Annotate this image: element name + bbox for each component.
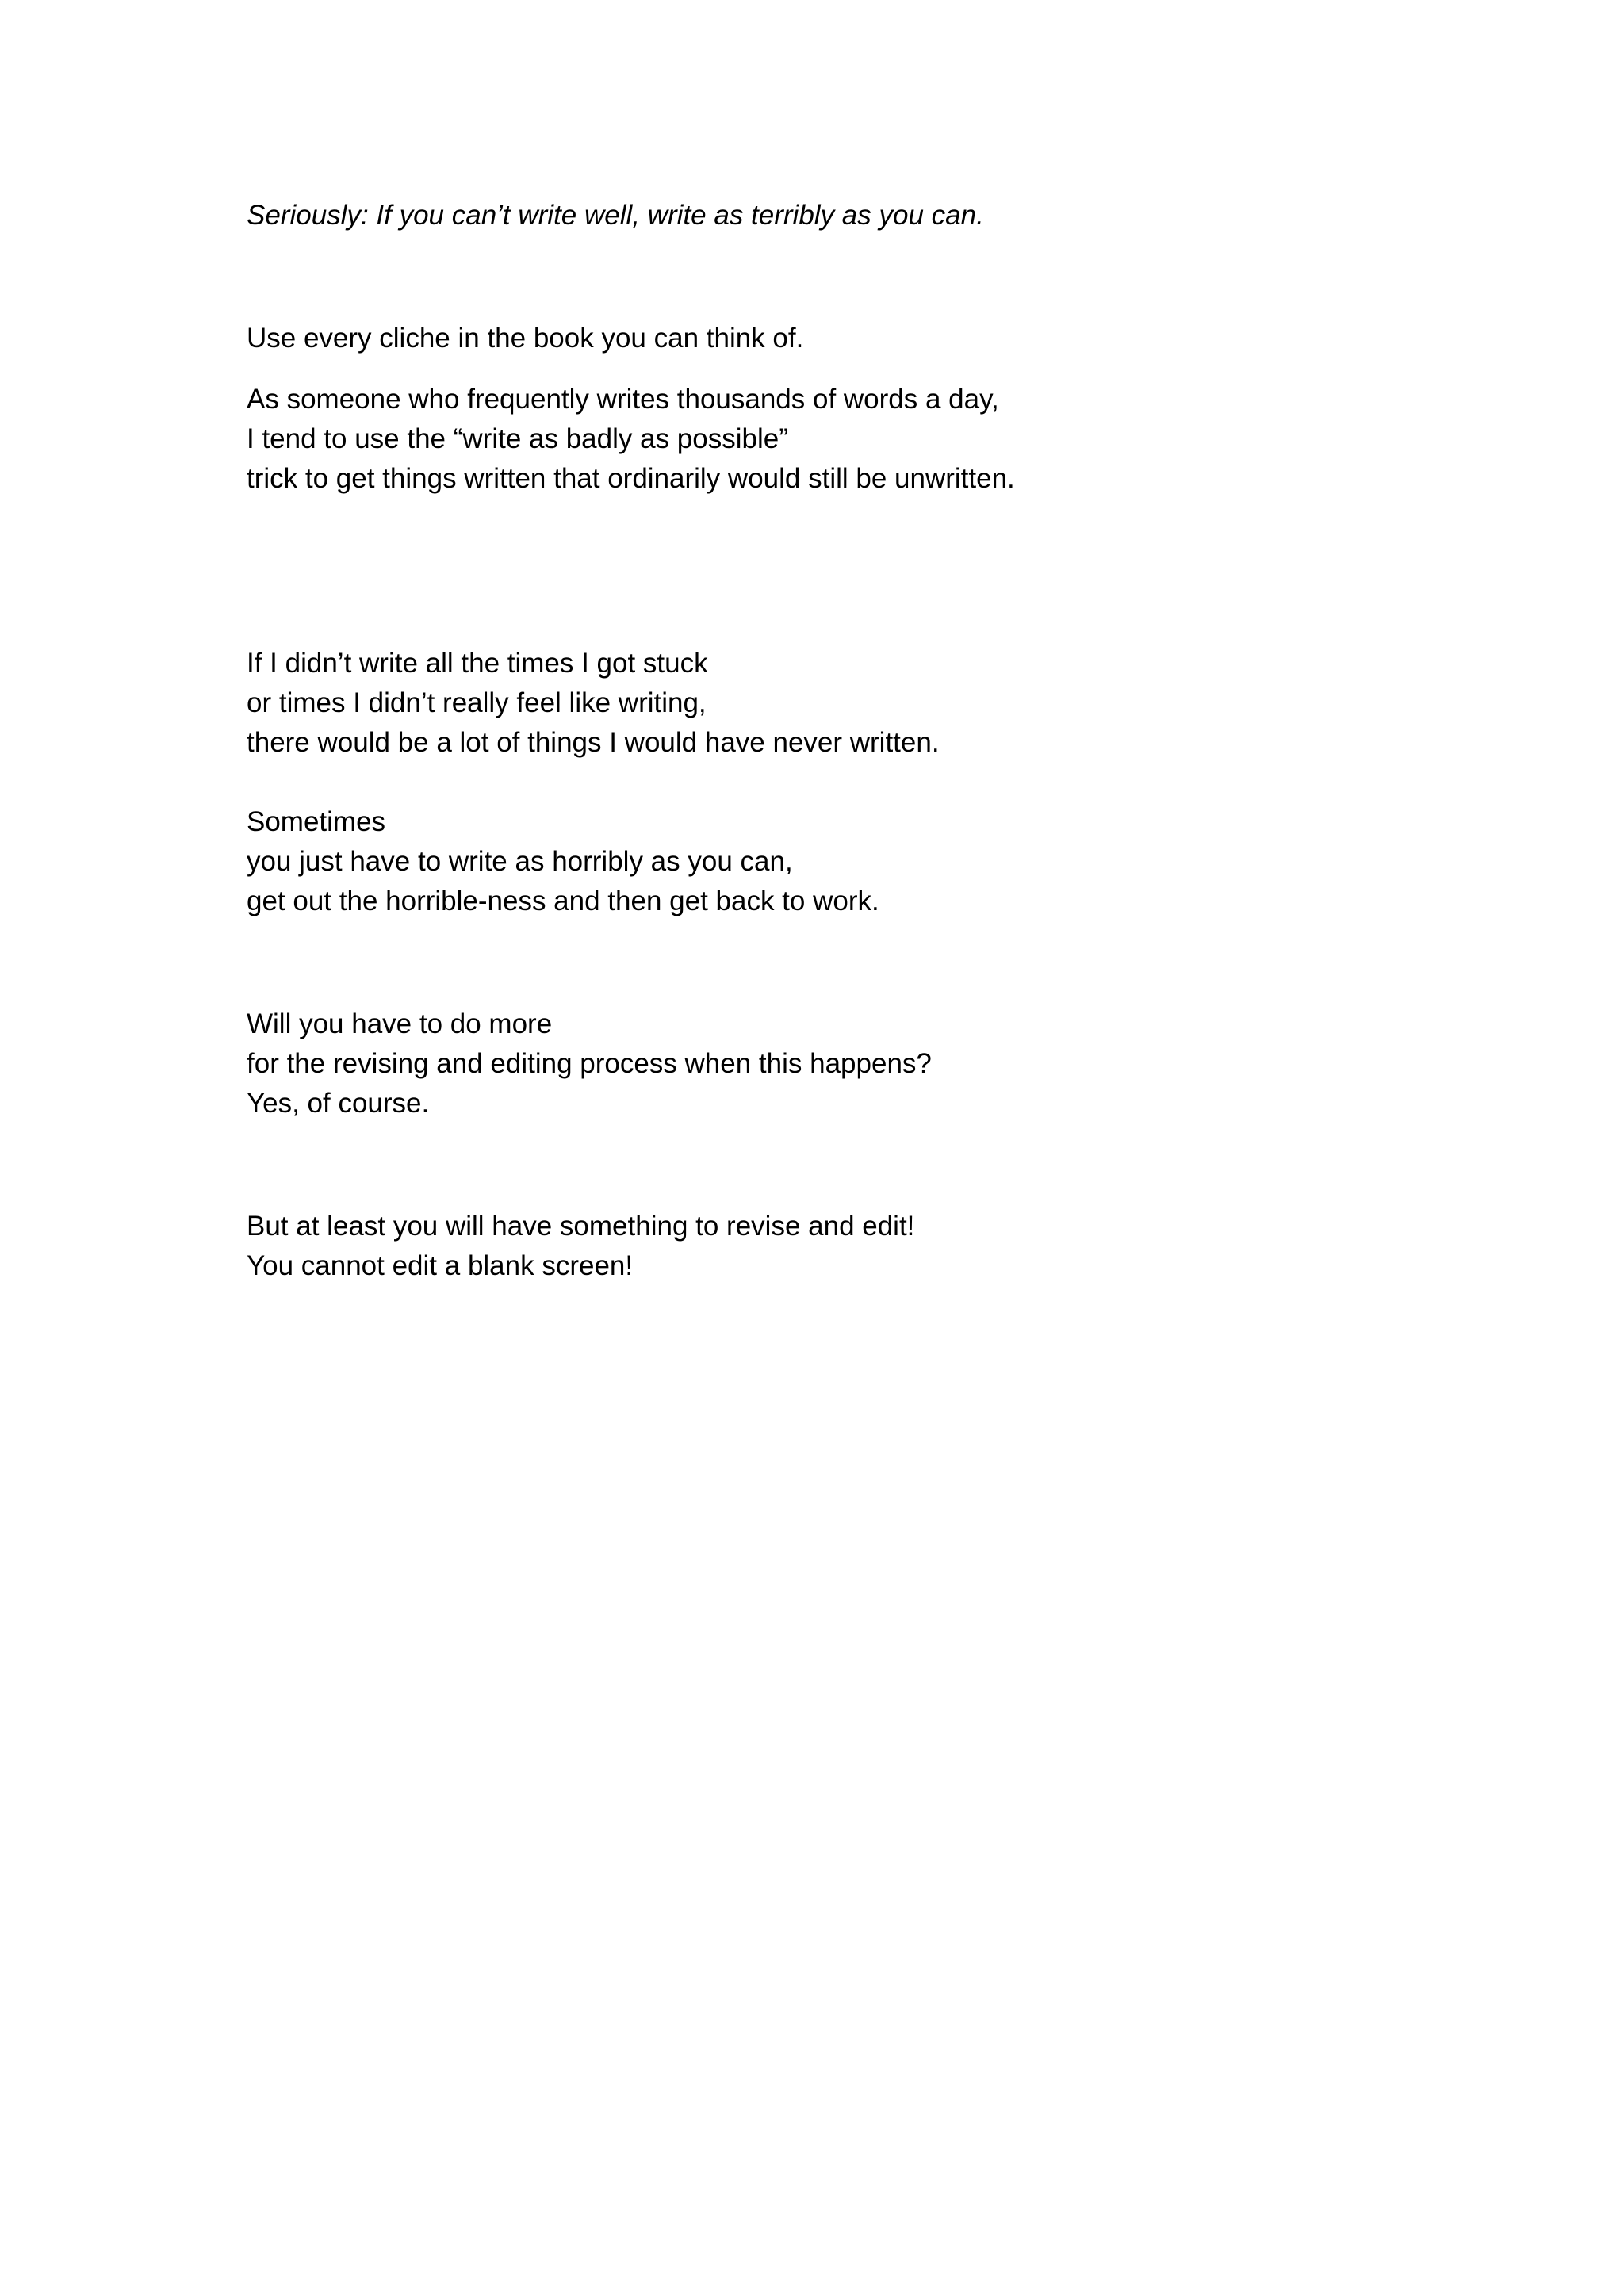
text-line: you just have to write as horribly as you can, <box>247 846 793 877</box>
text-line: Use every cliche in the book you can think of. <box>247 323 804 354</box>
text-line: or times I didn’t really feel like writing, <box>247 687 707 718</box>
text-line: Will you have to do more <box>247 1008 553 1039</box>
text-line: trick to get things written that ordinarily would still be unwritten. <box>247 463 1015 494</box>
text-line: But at least you will have something to revise and edit! <box>247 1211 915 1242</box>
text-line: Sometimes <box>247 806 386 837</box>
text-line: If I didn’t write all the times I got stuck <box>247 648 708 679</box>
heading-line: Seriously: If you can’t write well, write as terribly as you can. <box>247 200 984 231</box>
text-line: As someone who frequently writes thousands of words a day, <box>247 384 999 415</box>
text-line: get out the horrible-ness and then get back to work. <box>247 886 879 916</box>
text-line: Yes, of course. <box>247 1088 430 1119</box>
text-line: for the revising and editing process when this happens? <box>247 1048 932 1079</box>
text-line: I tend to use the “write as badly as possible” <box>247 423 788 454</box>
text-line: there would be a lot of things I would have never written. <box>247 727 940 758</box>
text-line: You cannot edit a blank screen! <box>247 1250 634 1281</box>
